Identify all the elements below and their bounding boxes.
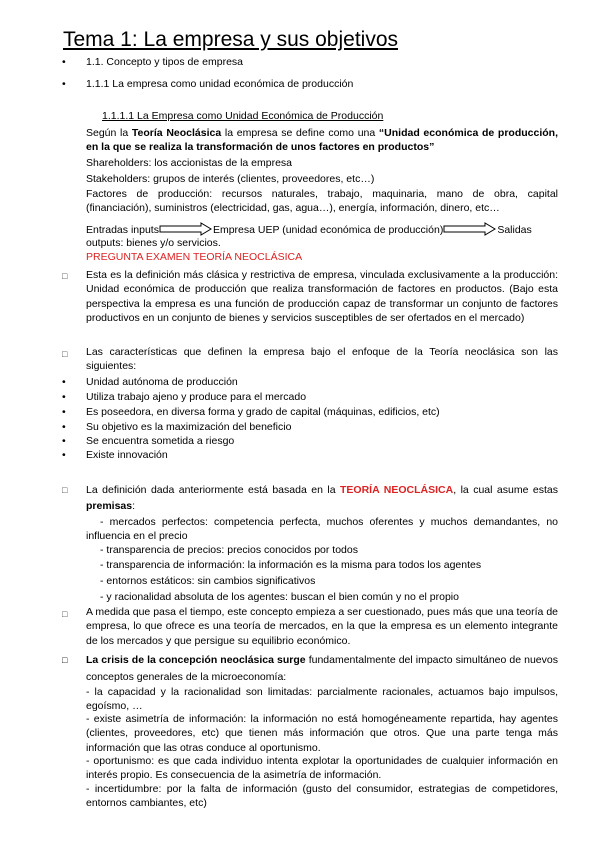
premisa-item: - mercados perfectos: competencia perfecta, muchos oferentes y muchos demandantes, no influencia en el precio [86, 516, 558, 543]
premisa-item: - y racionalidad absoluta de los agentes: buscan el bien común y no el propio [100, 591, 459, 603]
tiempo-paragraph: A medida que pasa el tiempo, este concepto empieza a ser cuestionado, pues más que una teoría de empresa, lo que ofrece es una teoría de mercados, en la que la empresa es un elemento integrante de los mercados y que persigue su equilibrio económico. [86, 606, 558, 647]
checkbox-glyph-icon: □ [62, 349, 68, 359]
shareholders-line: Shareholders: los accionistas de la empresa [86, 157, 293, 169]
bullet-dot: • [62, 376, 66, 388]
list-item: Se encuentra sometida a riesgo [86, 435, 235, 447]
bullet-dot: • [62, 56, 66, 68]
caracteristicas-paragraph: Las características que definen la empresa bajo el enfoque de la Teoría neoclásica son las siguientes: [86, 346, 558, 373]
crisis-item: - oportunismo: es que cada individuo intenta explotar la oportunidades de cualquier información en interés propio. Es consecuencia de la asimetría de información. [86, 755, 558, 782]
crisis-item: - la capacidad y la racionalidad son limitadas: parcialmente racionales, actuamos bajo impulsos, egoísmo, … [86, 686, 558, 713]
outputs-line: outputs: bienes y/o servicios. [86, 237, 221, 249]
crisis-item: - existe asimetría de información: la información no está homogéneamente repartida, hay agentes (clientes, proveedores, etc) que tienen más información que otros. Que una parte tenga más información que las otras conduce al oportunismo. [86, 713, 558, 754]
bullet-dot: • [62, 391, 66, 403]
crisis-paragraph: La crisis de la concepción neoclásica surge fundamentalmente del impacto simultáneo de nuevos conceptos generales de la microeconomía: [86, 654, 558, 683]
bullet-dot: • [62, 78, 66, 90]
checkbox-glyph-icon: □ [62, 271, 68, 281]
list-item: Es poseedora, en diversa forma y grado de capital (máquinas, edificios, etc) [86, 406, 440, 418]
bullet-dot: • [62, 406, 66, 418]
premisa-item: - transparencia de precios: precios conocidos por todos [100, 544, 358, 556]
bullet-dot: • [62, 421, 66, 433]
bullet-dot: • [62, 435, 66, 447]
arrow-right-icon [159, 222, 213, 236]
premisas-paragraph: La definición dada anteriormente está basada en la TEORÍA NEOCLÁSICA, la cual asume estas premisas: [86, 484, 558, 512]
toc-item: 1.1.1 La empresa como unidad económica de producción [86, 78, 354, 90]
arrow-right-icon [443, 222, 497, 236]
bullet-dot: • [62, 449, 66, 461]
checkbox-glyph-icon: □ [62, 485, 68, 495]
checkbox-glyph-icon: □ [62, 609, 68, 619]
exam-note: PREGUNTA EXAMEN TEORÍA NEOCLÁSICA [86, 251, 303, 263]
premisa-item: - entornos estáticos: sin cambios significativos [100, 575, 316, 587]
subheading: 1.1.1.1 La Empresa como Unidad Económica de Producción [102, 110, 384, 122]
factores-paragraph: Factores de producción: recursos naturales, trabajo, maquinaria, mano de obra, capital (financiación), suministros (electricidad, gas, agua…), energía, información, dinero, etc… [86, 188, 558, 215]
premisa-item: - transparencia de información: la información es la misma para todos los agentes [100, 559, 482, 571]
list-item: Utiliza trabajo ajeno y produce para el mercado [86, 391, 307, 403]
list-item: Su objetivo es la maximización del beneficio [86, 421, 292, 433]
entradas-line: Entradas inputs Empresa UEP (unidad económica de producción) Salidas [86, 224, 532, 236]
crisis-item: - incertidumbre: por la falta de información (gusto del consumidor, estrategias de competidores, entornos cambiantes, etc) [86, 783, 558, 810]
list-item: Unidad autónoma de producción [86, 376, 238, 388]
intro-paragraph: Según la Teoría Neoclásica la empresa se define como una “Unidad económica de producción, en la que se realiza la transformación de unos factores en productos” [86, 127, 558, 154]
definicion-paragraph: Esta es la definición más clásica y restrictiva de empresa, vinculada exclusivamente a la producción: Unidad económica de producción que realiza transformación de factores en productos. (Bajo esta perspectiva la empresa es una función de producción capaz de transformar un conjunto de factores productivos en un conjunto de bienes y servicios susceptibles de ser ofertados en el mercado) [86, 269, 558, 325]
toc-item: 1.1. Concepto y tipos de empresa [86, 56, 244, 68]
list-item: Existe innovación [86, 449, 168, 461]
page-title: Tema 1: La empresa y sus objetivos [63, 28, 398, 51]
stakeholders-line: Stakeholders: grupos de interés (clientes, proveedores, etc…) [86, 173, 375, 185]
checkbox-glyph-icon: □ [62, 655, 68, 665]
